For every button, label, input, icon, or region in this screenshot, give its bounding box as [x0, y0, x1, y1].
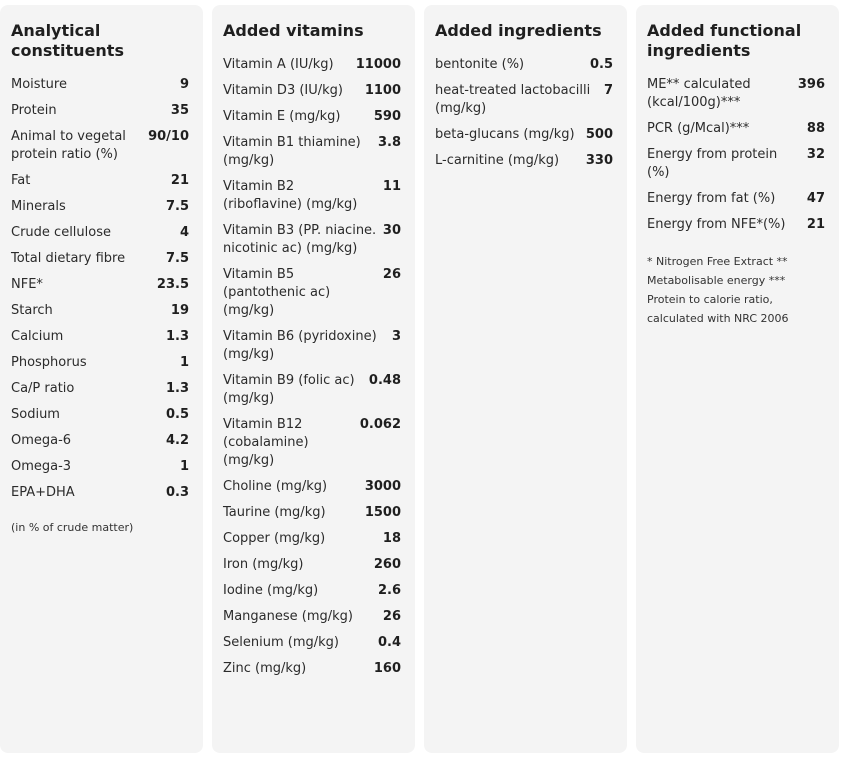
- table-row: [11, 172, 189, 190]
- table-row: [11, 406, 189, 424]
- row-label: Minerals: [11, 199, 66, 214]
- row-value: 3.8: [377, 135, 401, 150]
- row-value: 90/10: [148, 129, 189, 144]
- row-value: 1: [179, 459, 189, 474]
- row-label: Calcium: [11, 329, 64, 344]
- row-label: bentonite (%): [435, 57, 525, 72]
- table-row: [11, 432, 189, 450]
- table-row: [11, 354, 189, 372]
- card-title: Analytical constituents: [11, 21, 124, 60]
- row-value: 4: [179, 225, 189, 240]
- row-label: Ca/P ratio: [11, 381, 75, 396]
- table-row: [647, 146, 825, 182]
- row-value: 0.5: [589, 57, 613, 72]
- row-label: Vitamin B12 (cobalamine) (mg/kg): [223, 417, 309, 468]
- row-value: 7: [603, 83, 613, 98]
- table-row: [223, 56, 401, 74]
- row-label: Choline (mg/kg): [223, 479, 328, 494]
- table-row: [647, 76, 825, 112]
- row-label: Omega-3: [11, 459, 72, 474]
- row-label: Phosphorus: [11, 355, 87, 370]
- row-label: Total dietary fibre: [11, 251, 126, 266]
- row-label: Energy from protein (%): [647, 147, 778, 180]
- row-value: 0.3: [165, 485, 189, 500]
- row-value: 26: [382, 267, 401, 282]
- row-value: 35: [170, 103, 189, 118]
- footnote: * Nitrogen Free Extract ** Metabolisable energy *** Protein to calorie ratio, calculated with NRC 2006: [647, 255, 789, 325]
- table-row: [223, 266, 401, 320]
- row-value: 1500: [364, 505, 401, 520]
- table-row: [11, 302, 189, 320]
- row-value: 500: [585, 127, 613, 142]
- table-row: [11, 484, 189, 502]
- row-value: 26: [382, 609, 401, 624]
- table-row: [647, 120, 825, 138]
- table-row: [223, 504, 401, 522]
- row-value: 21: [806, 217, 825, 232]
- added-vitamins-card: [212, 5, 415, 753]
- row-label: Iron (mg/kg): [223, 557, 304, 572]
- row-value: 0.062: [359, 417, 401, 432]
- table-row: [223, 416, 401, 470]
- row-value: 0.4: [377, 635, 401, 650]
- row-value: 260: [373, 557, 401, 572]
- row-value: 23.5: [156, 277, 189, 292]
- row-value: 21: [170, 173, 189, 188]
- added-ingredients-card: [424, 5, 627, 753]
- row-value: 11: [382, 179, 401, 194]
- row-label: Energy from fat (%): [647, 191, 776, 206]
- row-value: 2.6: [377, 583, 401, 598]
- table-row: [11, 380, 189, 398]
- table-row: [223, 134, 401, 170]
- table-row: [223, 222, 401, 258]
- row-label: heat-treated lactobacilli (mg/kg): [435, 83, 591, 116]
- table-row: [647, 190, 825, 208]
- row-value: 7.5: [165, 199, 189, 214]
- table-row: [223, 372, 401, 408]
- row-label: Manganese (mg/kg): [223, 609, 353, 624]
- table-row: [223, 556, 401, 574]
- row-label: Selenium (mg/kg): [223, 635, 339, 650]
- table-row: [647, 216, 825, 234]
- row-label: Zinc (mg/kg): [223, 661, 307, 676]
- card-title: Added functional ingredients: [647, 21, 802, 60]
- row-value: 3000: [364, 479, 401, 494]
- row-value: 0.48: [368, 373, 401, 388]
- row-label: Vitamin D3 (IU/kg): [223, 83, 343, 98]
- card-title: Added vitamins: [223, 21, 364, 40]
- row-label: Vitamin B9 (folic ac) (mg/kg): [223, 373, 355, 406]
- row-value: 9: [179, 77, 189, 92]
- table-row: [435, 152, 613, 170]
- units-note: (in % of crude matter): [11, 521, 134, 534]
- table-row: [223, 108, 401, 126]
- table-row: [435, 82, 613, 118]
- row-label: Copper (mg/kg): [223, 531, 326, 546]
- row-value: 11000: [355, 57, 401, 72]
- row-label: Fat: [11, 173, 31, 188]
- table-row: [223, 660, 401, 678]
- row-label: EPA+DHA: [11, 485, 75, 500]
- row-label: Taurine (mg/kg): [223, 505, 326, 520]
- row-value: 4.2: [165, 433, 189, 448]
- row-label: Vitamin A (IU/kg): [223, 57, 334, 72]
- row-value: 330: [585, 153, 613, 168]
- row-value: 1100: [364, 83, 401, 98]
- row-label: Vitamin B3 (PP. niacine. nicotinic ac) (mg/kg): [223, 223, 377, 256]
- row-label: Energy from NFE*(%): [647, 217, 786, 232]
- row-label: Sodium: [11, 407, 60, 422]
- row-value: 19: [170, 303, 189, 318]
- table-row: [11, 276, 189, 294]
- table-row: [223, 328, 401, 364]
- table-row: [11, 76, 189, 94]
- table-row: [223, 478, 401, 496]
- table-row: [223, 582, 401, 600]
- row-value: 32: [806, 147, 825, 162]
- table-row: [223, 608, 401, 626]
- table-row: [435, 56, 613, 74]
- table-row: [11, 250, 189, 268]
- table-row: [11, 458, 189, 476]
- table-row: [11, 102, 189, 120]
- row-value: 1.3: [165, 329, 189, 344]
- table-row: [11, 198, 189, 216]
- row-label: L-carnitine (mg/kg): [435, 153, 560, 168]
- row-value: 1: [179, 355, 189, 370]
- row-label: Vitamin B1 thiamine) (mg/kg): [223, 135, 361, 168]
- table-row: [11, 224, 189, 242]
- row-label: Vitamin E (mg/kg): [223, 109, 341, 124]
- row-value: 7.5: [165, 251, 189, 266]
- row-value: 396: [797, 77, 825, 92]
- table-row: [223, 530, 401, 548]
- row-value: 590: [373, 109, 401, 124]
- row-label: Starch: [11, 303, 53, 318]
- table-row: [11, 328, 189, 346]
- row-value: 1.3: [165, 381, 189, 396]
- row-value: 30: [382, 223, 401, 238]
- row-label: Vitamin B5 (pantothenic ac) (mg/kg): [223, 267, 331, 318]
- row-label: Vitamin B6 (pyridoxine) (mg/kg): [223, 329, 377, 362]
- row-label: Protein: [11, 103, 57, 118]
- card-title: Added ingredients: [435, 21, 602, 40]
- row-value: 18: [382, 531, 401, 546]
- row-label: Moisture: [11, 77, 67, 92]
- row-label: Omega-6: [11, 433, 72, 448]
- analytical-constituents-card: [0, 5, 203, 753]
- row-label: PCR (g/Mcal)***: [647, 121, 750, 136]
- table-row: [223, 178, 401, 214]
- row-value: 88: [806, 121, 825, 136]
- table-row: [435, 126, 613, 144]
- row-label: Vitamin B2 (riboflavine) (mg/kg): [223, 179, 358, 212]
- row-label: ME** calculated (kcal/100g)***: [647, 77, 751, 110]
- table-row: [223, 634, 401, 652]
- added-functional-ingredients-card: [636, 5, 839, 753]
- row-label: beta-glucans (mg/kg): [435, 127, 575, 142]
- row-label: Iodine (mg/kg): [223, 583, 319, 598]
- table-row: [223, 82, 401, 100]
- row-value: 160: [373, 661, 401, 676]
- row-label: NFE*: [11, 277, 43, 292]
- row-label: Animal to vegetal protein ratio (%): [11, 129, 126, 162]
- table-row: [11, 128, 189, 164]
- row-value: 47: [806, 191, 825, 206]
- row-value: 0.5: [165, 407, 189, 422]
- row-value: 3: [391, 329, 401, 344]
- row-label: Crude cellulose: [11, 225, 111, 240]
